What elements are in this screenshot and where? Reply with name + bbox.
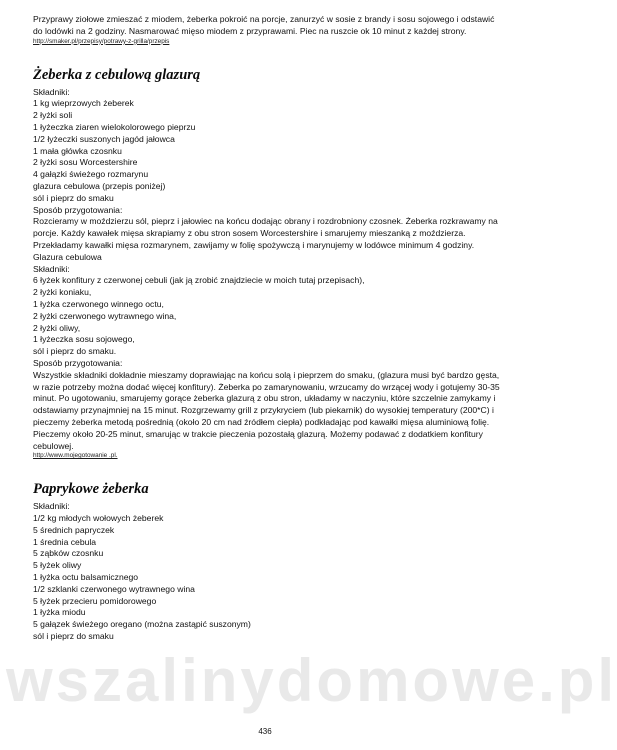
intro-paragraph: Przyprawy ziołowe zmieszać z miodem, żeberka pokroić na porcje, zanurzyć w sosie z brandy i sosu sojowego i odstawić do lodówki na 2 godziny. Nasmarować mięso miodem z przyprawami. Piec na ruszcie ok 10 minut z każdej strony. xyxy=(33,14,495,36)
document-page xyxy=(33,14,501,643)
list-item: 1 mała główka czosnku xyxy=(33,145,122,156)
glaze-ingredients-label: Składniki: xyxy=(33,263,70,274)
ingredients-label: Składniki: xyxy=(33,501,70,512)
list-item: 2 łyżki soli xyxy=(33,110,73,121)
list-item: 5 łyżek przecieru pomidorowego xyxy=(33,595,157,606)
list-item: sól i pieprz do smaku xyxy=(33,192,114,203)
page-number: 436 xyxy=(258,727,272,736)
recipe-title: Żeberka z cebulową glazurą xyxy=(33,66,201,83)
list-item: sól i pieprz do smaku. xyxy=(33,346,117,357)
list-item: 5 średnich papryczek xyxy=(33,524,115,535)
list-item: 1 łyżeczka ziaren wielokolorowego pieprzu xyxy=(33,121,196,132)
list-item: 1/2 kg młodych wołowych żeberek xyxy=(33,513,164,524)
list-item: glazura cebulowa (przepis poniżej) xyxy=(33,180,166,191)
ingredients-list xyxy=(33,98,501,204)
glaze-method-label: Sposób przygotowania: xyxy=(33,357,123,368)
list-item: 1 średnia cebula xyxy=(33,536,97,547)
ingredients-list xyxy=(33,513,501,643)
watermark: wszalinydomowe.pl xyxy=(6,647,617,714)
glaze-method-paragraph: Wszystkie składniki dokładnie mieszamy doprawiając na końcu solą i pieprzem do smaku, (glazura musi być bardzo gęsta, w razie potrzeby można dodać więcej konfitury). Żeberka po zamarynowaniu, wrzucamy do wrzącej wody i gotujemy 30-35 minut. Po ugotowaniu, smarujemy gorące żeberka glazurą z obu stron, układamy w naczyniu, które szczelnie zamykamy i odstawiamy przynajmniej na 15 minut. Rozgrzewamy grill z przykryciem (lub piekarnik) do wysokiej temperatury (200*C) i pieczemy żeberka metodą pośrednią (około 20 cm nad źródłem ciepła) podkładając pod kawałki mięsa aluminiową folię. Pieczemy około 20-25 minut, smarując w trakcie pieczenia pozostałą glazurą. Możemy podawać z dodatkiem konfitury cebulowej. xyxy=(33,369,500,451)
list-item: 2 łyżki oliwy, xyxy=(33,322,81,333)
list-item: 1 kg wieprzowych żeberek xyxy=(33,98,134,109)
list-item: 2 łyżki czerwonego wytrawnego wina, xyxy=(33,310,177,321)
glaze-ingredients-list xyxy=(33,275,501,358)
list-item: 1 łyżka czerwonego winnego octu, xyxy=(33,298,164,309)
ingredients-label: Składniki: xyxy=(33,86,70,97)
recipe-title: Paprykowe żeberka xyxy=(33,481,149,498)
list-item: 1 łyżeczka sosu sojowego, xyxy=(33,334,135,345)
list-item: 4 gałązki świeżego rozmarynu xyxy=(33,169,149,180)
intro-source-link[interactable]: http://smaker.pl/przepisy/potrawy-z-grilla/przepis xyxy=(33,37,170,45)
list-item: sól i pieprz do smaku xyxy=(33,631,114,642)
method-label: Sposób przygotowania: xyxy=(33,204,123,215)
list-item: 1/2 łyżeczki suszonych jagód jałowca xyxy=(33,133,175,144)
glaze-heading: Glazura cebulowa xyxy=(33,251,102,262)
method-paragraph: Rozcieramy w moździerzu sól, pieprz i jałowiec na końcu dodając obrany i rozdrobniony czosnek. Żeberka rozkrawamy na porcje. Każdy kawałek mięsa skrapiamy z obu stron sosem Worcestershire i smarujemy mieszanką z moździerza. Przekładamy kawałki mięsa rozmarynem, zawijamy w folię spożywczą i marynujemy w lodówce minimum 4 godziny. xyxy=(33,216,498,250)
list-item: 5 gałązek świeżego oregano (można zastąpić suszonym) xyxy=(33,619,251,630)
list-item: 5 ząbków czosnku xyxy=(33,548,104,559)
recipe-source-link[interactable]: http://www.mojegotowanie .pl. xyxy=(33,452,118,460)
list-item: 2 łyżki koniaku, xyxy=(33,287,92,298)
list-item: 5 łyżek oliwy xyxy=(33,560,82,571)
list-item: 1 łyżka miodu xyxy=(33,607,86,618)
list-item: 1 łyżka octu balsamicznego xyxy=(33,572,139,583)
list-item: 1/2 szklanki czerwonego wytrawnego wina xyxy=(33,583,195,594)
list-item: 2 łyżki sosu Worcestershire xyxy=(33,157,138,168)
list-item: 6 łyżek konfitury z czerwonej cebuli (jak ją zrobić znajdziecie w moich tutaj przepisach), xyxy=(33,275,365,286)
